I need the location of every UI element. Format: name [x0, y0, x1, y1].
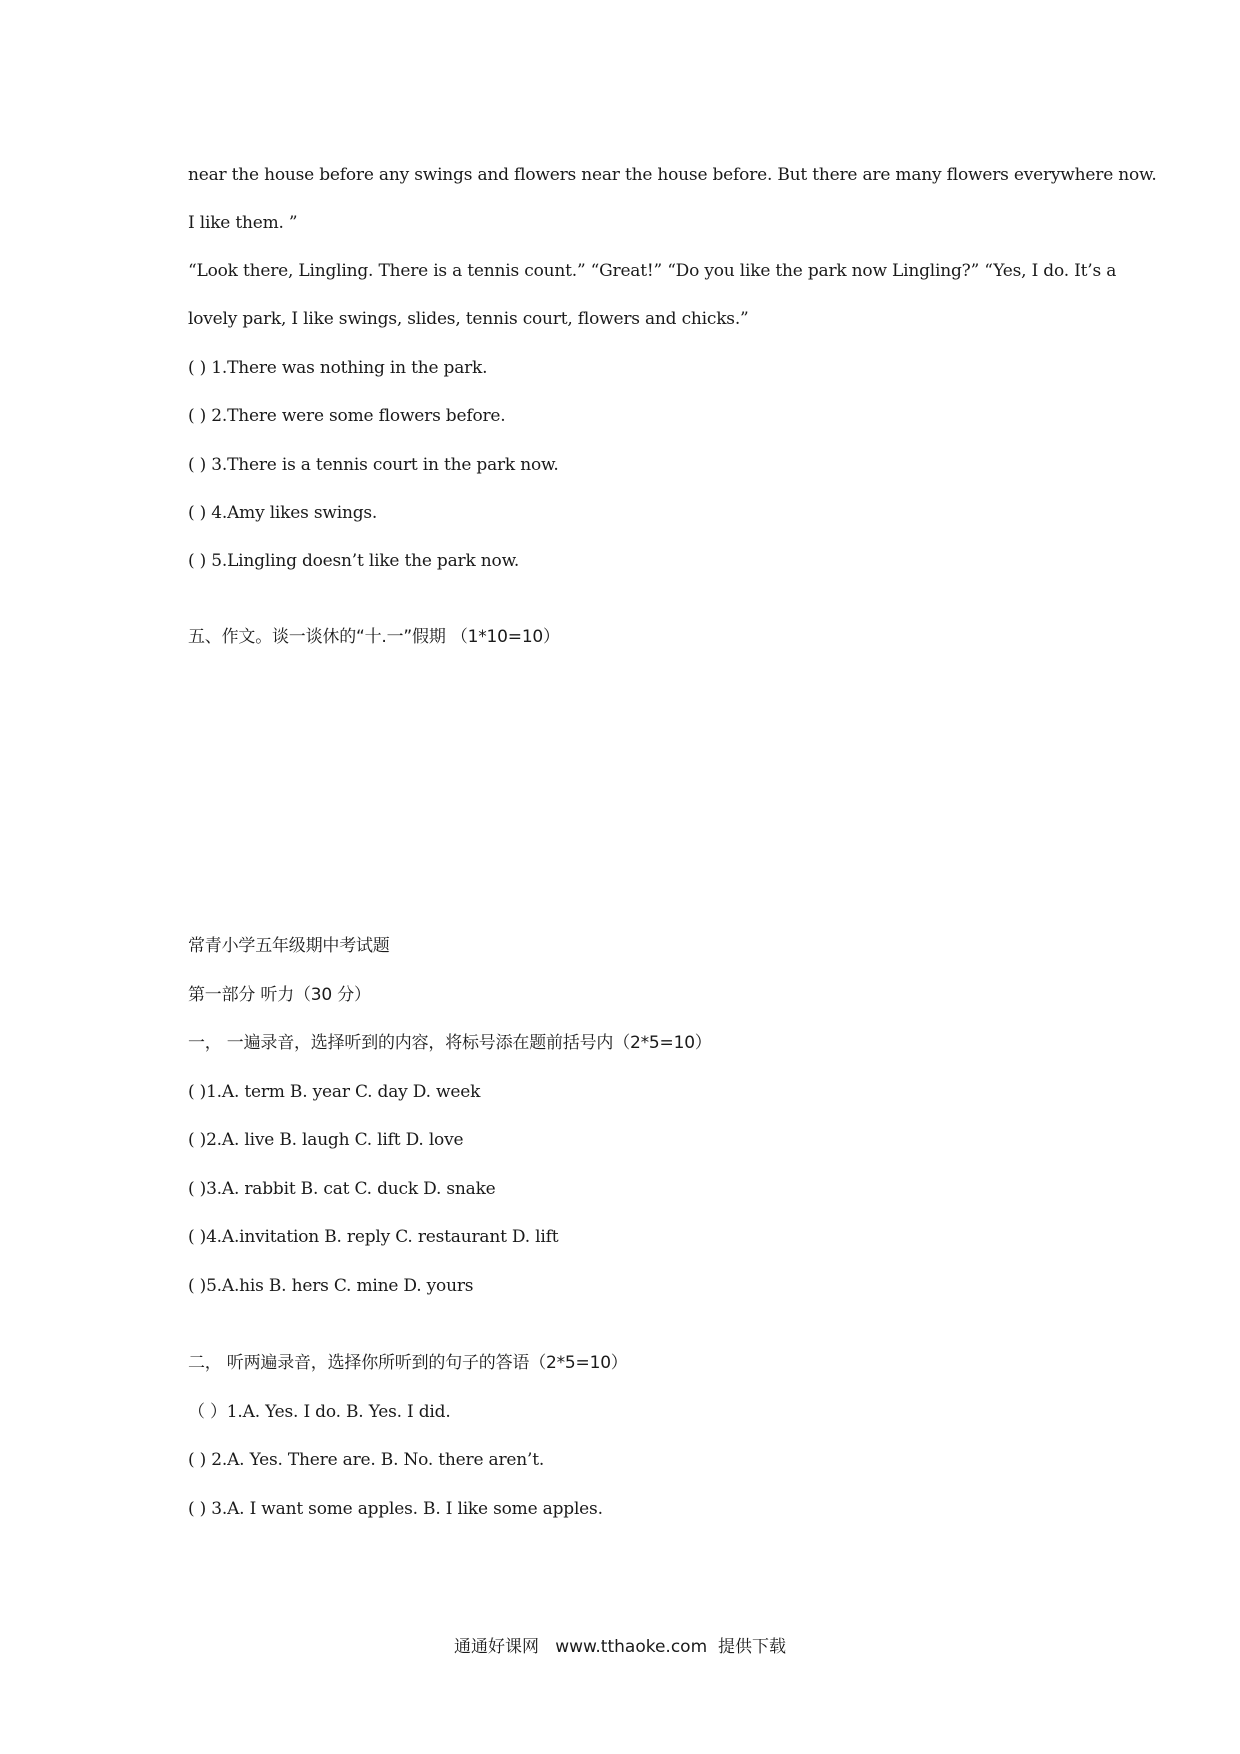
exam-title: 常青小学五年级期中考试题 [188, 936, 390, 956]
passage-line: near the house before any swings and flowers near the house before. But there are many flowers everywhere now. [188, 165, 1157, 185]
passage-line: lovely park, I like swings, slides, tennis court, flowers and chicks.” [188, 309, 749, 329]
question-item: ( ) 2.There were some flowers before. [188, 406, 506, 426]
section-heading: 二， 听两遍录音，选择你所听到的句子的答语（2*5=10） [188, 1353, 628, 1373]
part-heading: 第一部分 听力（30 分） [188, 985, 371, 1005]
listening-item: ( )1.A. term B. year C. day D. week [188, 1082, 481, 1102]
listening-item: ( )3.A. rabbit B. cat C. duck D. snake [188, 1179, 496, 1199]
question-item: ( ) 1.There was nothing in the park. [188, 358, 488, 378]
listening-item: ( )5.A.his B. hers C. mine D. yours [188, 1276, 474, 1296]
listening-item: ( )4.A.invitation B. reply C. restaurant D. lift [188, 1227, 559, 1247]
listening-item: ( )2.A. live B. laugh C. lift D. love [188, 1130, 464, 1150]
response-item: ( ) 2.A. Yes. There are. B. No. there aren’t. [188, 1450, 545, 1470]
question-item: ( ) 4.Amy likes swings. [188, 503, 378, 523]
question-item: ( ) 5.Lingling doesn’t like the park now. [188, 551, 520, 571]
response-item: （ ）1.A. Yes. I do. B. Yes. I did. [188, 1402, 451, 1422]
response-item: ( ) 3.A. I want some apples. B. I like some apples. [188, 1499, 603, 1519]
question-item: ( ) 3.There is a tennis court in the park now. [188, 455, 559, 475]
passage-line: I like them. ” [188, 213, 298, 233]
composition-heading: 五、作文。谈一谈休的“十.一”假期 （1*10=10） [188, 627, 560, 647]
section-heading: 一， 一遍录音，选择听到的内容，将标号添在题前括号内（2*5=10） [188, 1033, 712, 1053]
passage-line: “Look there, Lingling. There is a tennis count.” “Great!” “Do you like the park now Lingling?” “Yes, I do. It’s a [188, 261, 1117, 281]
page-footer: 通通好课网 www.tthaoke.com 提供下载 [454, 1637, 786, 1657]
